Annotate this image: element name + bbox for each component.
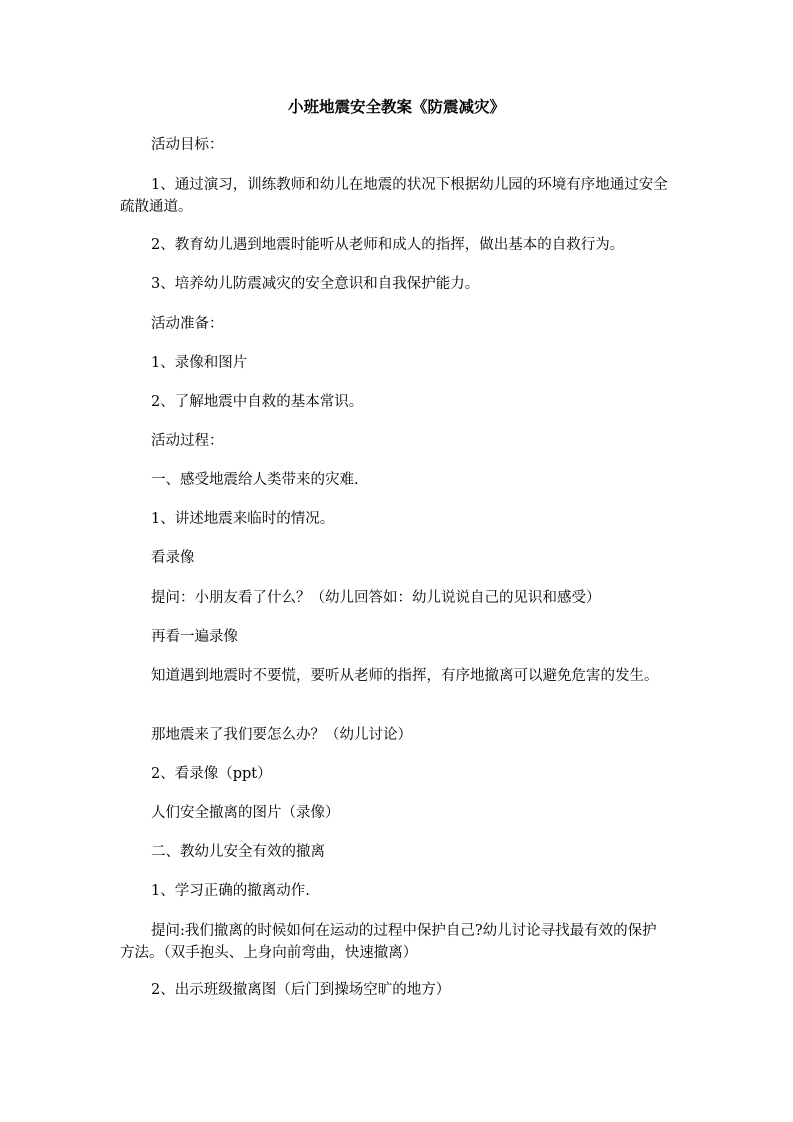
paragraph: 2、出示班级撤离图（后门到操场空旷的地方） [151, 982, 451, 998]
paragraph: 3、培养幼儿防震减灾的安全意识和自我保护能力。 [151, 276, 480, 292]
paragraph: 人们安全撤离的图片（录像） [151, 805, 340, 821]
paragraph: 那地震来了我们要怎么办？（幼儿讨论） [151, 727, 412, 743]
page-title: 小班地震安全教案《防震减灾》 [287, 97, 505, 116]
paragraph: 提问：小朋友看了什么？（幼儿回答如：幼儿说说自己的见识和感受） [151, 590, 601, 606]
paragraph: 1、讲述地震来临时的情况。 [151, 511, 335, 527]
paragraph: 1、学习正确的撤离动作. [151, 883, 310, 899]
paragraph: 1、录像和图片 [151, 355, 248, 371]
section-heading-preparation: 活动准备： [151, 316, 224, 332]
paragraph: 知道遇到地震时不要慌，要听从老师的指挥，有序地撤离可以避免危害的发生。 [151, 668, 659, 684]
paragraph: 2、了解地震中自救的基本常识。 [151, 394, 364, 410]
paragraph: 2、看录像（ppt） [151, 766, 272, 782]
paragraph: 一、感受地震给人类带来的灾难. [151, 472, 359, 488]
paragraph: 二、教幼儿安全有效的撤离 [151, 844, 325, 860]
paragraph: 看录像 [151, 550, 195, 566]
paragraph: 2、教育幼儿遇到地震时能听从老师和成人的指挥，做出基本的自救行为。 [151, 237, 625, 253]
section-heading-process: 活动过程： [151, 433, 224, 449]
section-heading-goals: 活动目标： [151, 137, 224, 153]
paragraph: 再看一遍录像 [151, 629, 238, 645]
paragraph: 1、通过演习，训练教师和幼儿在地震的状况下根据幼儿园的环境有序地通过安全疏散通道。 [120, 177, 668, 215]
paragraph: 提问:我们撤离的时候如何在运动的过程中保护自己?幼儿讨论寻找最有效的保护方法。（双手抱头、上身向前弯曲，快速撤离） [120, 923, 657, 961]
